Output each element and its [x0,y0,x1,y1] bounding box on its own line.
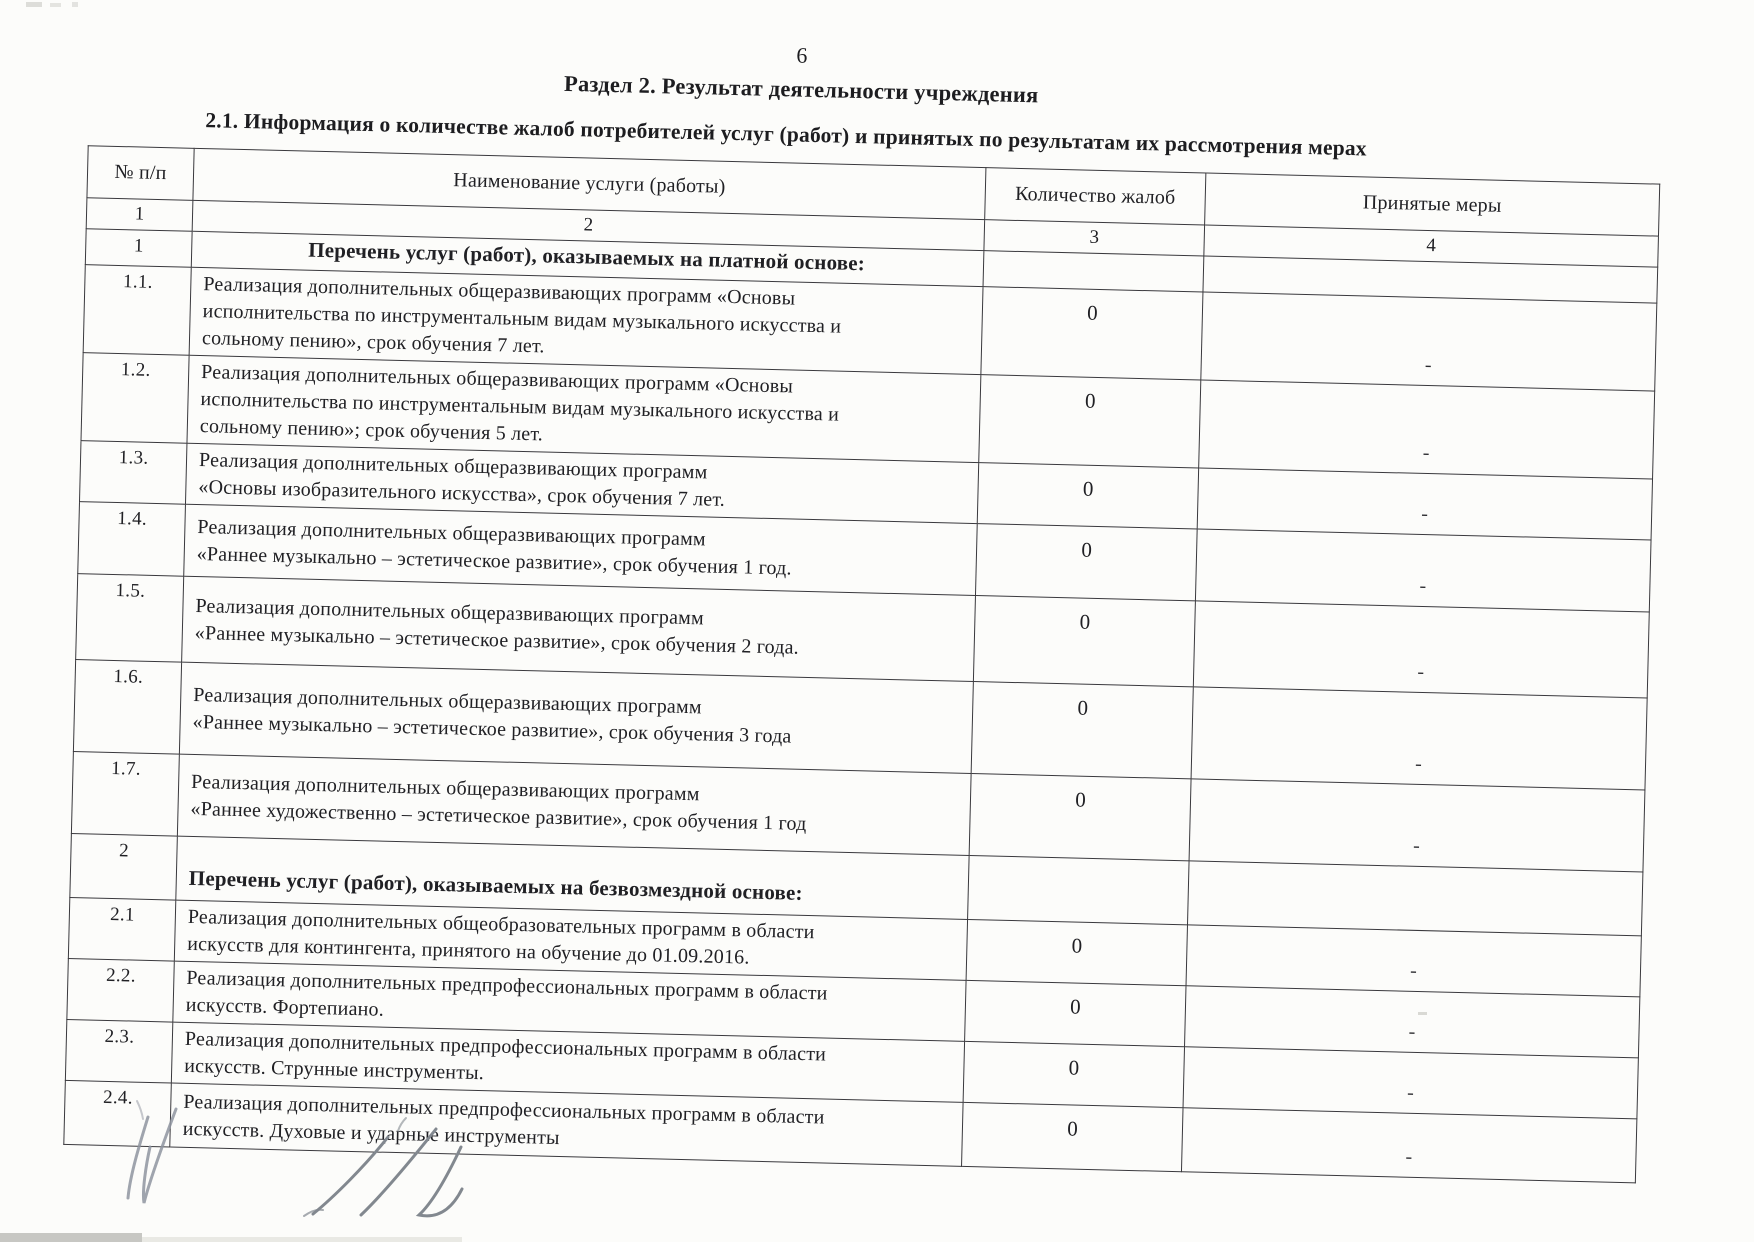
service-name-cell: Реализация дополнительных общеразвивающих программ «Раннее музыкально – эстетическое развитие», срок обучения 3 года [179,662,973,773]
service-name-cell: Реализация дополнительных предпрофессиональных программ в области искусств. Фортепиано. [173,961,966,1041]
column-number-cell: 4 [1204,225,1659,267]
complaints-count-cell: 0 [962,1102,1183,1171]
page-number: 6 [796,42,809,68]
complaints-table [63,145,1660,1183]
section-title: Раздел 2. Результат деятельности учреждения [563,70,1039,108]
complaints-count-cell: 0 [981,287,1203,380]
row-number-cell: 1.4. [78,502,186,577]
service-name-cell: Реализация дополнительных общеразвивающих программ «Раннее музыкально – эстетическое развитие», срок обучения 1 год. [184,504,978,595]
complaints-count-cell: 0 [971,682,1193,779]
row-number-cell: 1.6. [73,660,181,755]
measures-cell: - [1199,380,1655,479]
column-number-cell: 2 [192,200,985,250]
service-name-cell: Реализация дополнительных общеразвивающих программ «Раннее художественно – эстетическое развитие», срок обучения 1 год [177,754,971,855]
row-number-cell: 2.4. [64,1080,172,1147]
measures-cell: - [1195,529,1651,612]
service-name-cell: Реализация дополнительных общеразвивающих программ «Основы исполнительства по инструментальным видам музыкального искусства и сольному пению»; срок обучения 5 лет. [187,355,981,462]
col-header-complaints: Количество жалоб [985,168,1206,225]
service-name-cell: Реализация дополнительных предпрофессиональных программ в области искусств. Духовые и ударные инструменты [170,1083,963,1166]
scan-artifact-top [72,2,78,7]
complaints-count-cell: 0 [969,773,1191,860]
col-header-measures: Принятые меры [1205,173,1660,236]
row-number-cell: 2.2. [67,958,174,1022]
row-number-cell: 2.3. [65,1019,172,1083]
table-body [64,198,1659,1183]
measures-cell: - [1186,925,1641,997]
subsection-title: 2.1. Информация о количестве жалоб потребителей услуг (работ) и принятых по результатам их рассмотрения мерах [205,108,1368,161]
scan-artifact-top [26,2,42,7]
complaints-count-cell: 0 [963,1041,1184,1107]
row-number-cell: 1 [85,229,192,268]
service-name-cell: Реализация дополнительных общеобразовательных программ в области искусств для контингента, принятого на обучение до 01.09.2016. [174,900,967,980]
complaints-count-cell: 0 [965,980,1186,1046]
row-number-cell: 1.1. [83,265,191,356]
row-number-cell: 1.2. [81,353,189,444]
measures-cell: - [1197,468,1652,540]
service-name-cell: Перечень услуг (работ), оказываемых на безвозмездной основе: [176,836,969,919]
complaints-count-cell: 0 [977,463,1198,529]
service-name-cell: Реализация дополнительных общеразвивающих программ «Основы изобразительного искусства», срок обучения 7 лет. [185,443,978,523]
col-header-service: Наименование услуги (работы) [193,148,986,219]
service-name-cell: Перечень услуг (работ), оказываемых на платной основе: [191,231,984,286]
row-number-cell: 1.7. [71,752,179,837]
complaints-count-cell: 0 [966,919,1187,985]
row-number-cell: 1.5. [76,574,184,663]
measures-cell: - [1201,292,1657,391]
measures-cell: - [1181,1108,1636,1183]
row-number-cell: 2.1 [68,898,175,962]
measures-cell: - [1183,1047,1638,1119]
col-header-num: № п/п [87,146,194,201]
row-number-cell: 2 [70,834,178,901]
scan-artifact-speck [1418,1012,1427,1015]
service-name-cell: Реализация дополнительных предпрофессиональных программ в области искусств. Струнные инструменты. [171,1022,964,1102]
scan-artifact-bottom-left [142,1237,462,1242]
page-content [0,21,1754,1242]
measures-cell: - [1189,779,1645,872]
signature-scribble [90,1095,510,1240]
measures-cell: - [1185,986,1640,1058]
measures-cell [1187,861,1642,936]
complaints-count-cell: 0 [973,596,1195,687]
complaints-count-cell: 0 [979,375,1201,468]
complaints-count-cell [968,855,1189,924]
measures-cell: - [1193,601,1649,698]
service-name-cell: Реализация дополнительных общеразвивающих программ «Раннее музыкально – эстетическое развитие», срок обучения 2 года. [182,576,976,681]
column-number-cell: 3 [984,220,1205,256]
service-name-cell: Реализация дополнительных общеразвивающих программ «Основы исполнительства по инструментальным видам музыкального искусства и сольному пению», срок обучения 7 лет. [189,267,983,374]
row-number-cell: 1.3. [80,441,187,505]
complaints-count-cell: 0 [975,524,1197,601]
column-number-cell: 1 [86,198,193,232]
scan-artifact-top [50,3,61,7]
scan-artifact-bottom-left [0,1233,142,1242]
measures-cell: - [1191,687,1647,790]
complaints-count-cell [983,251,1204,292]
